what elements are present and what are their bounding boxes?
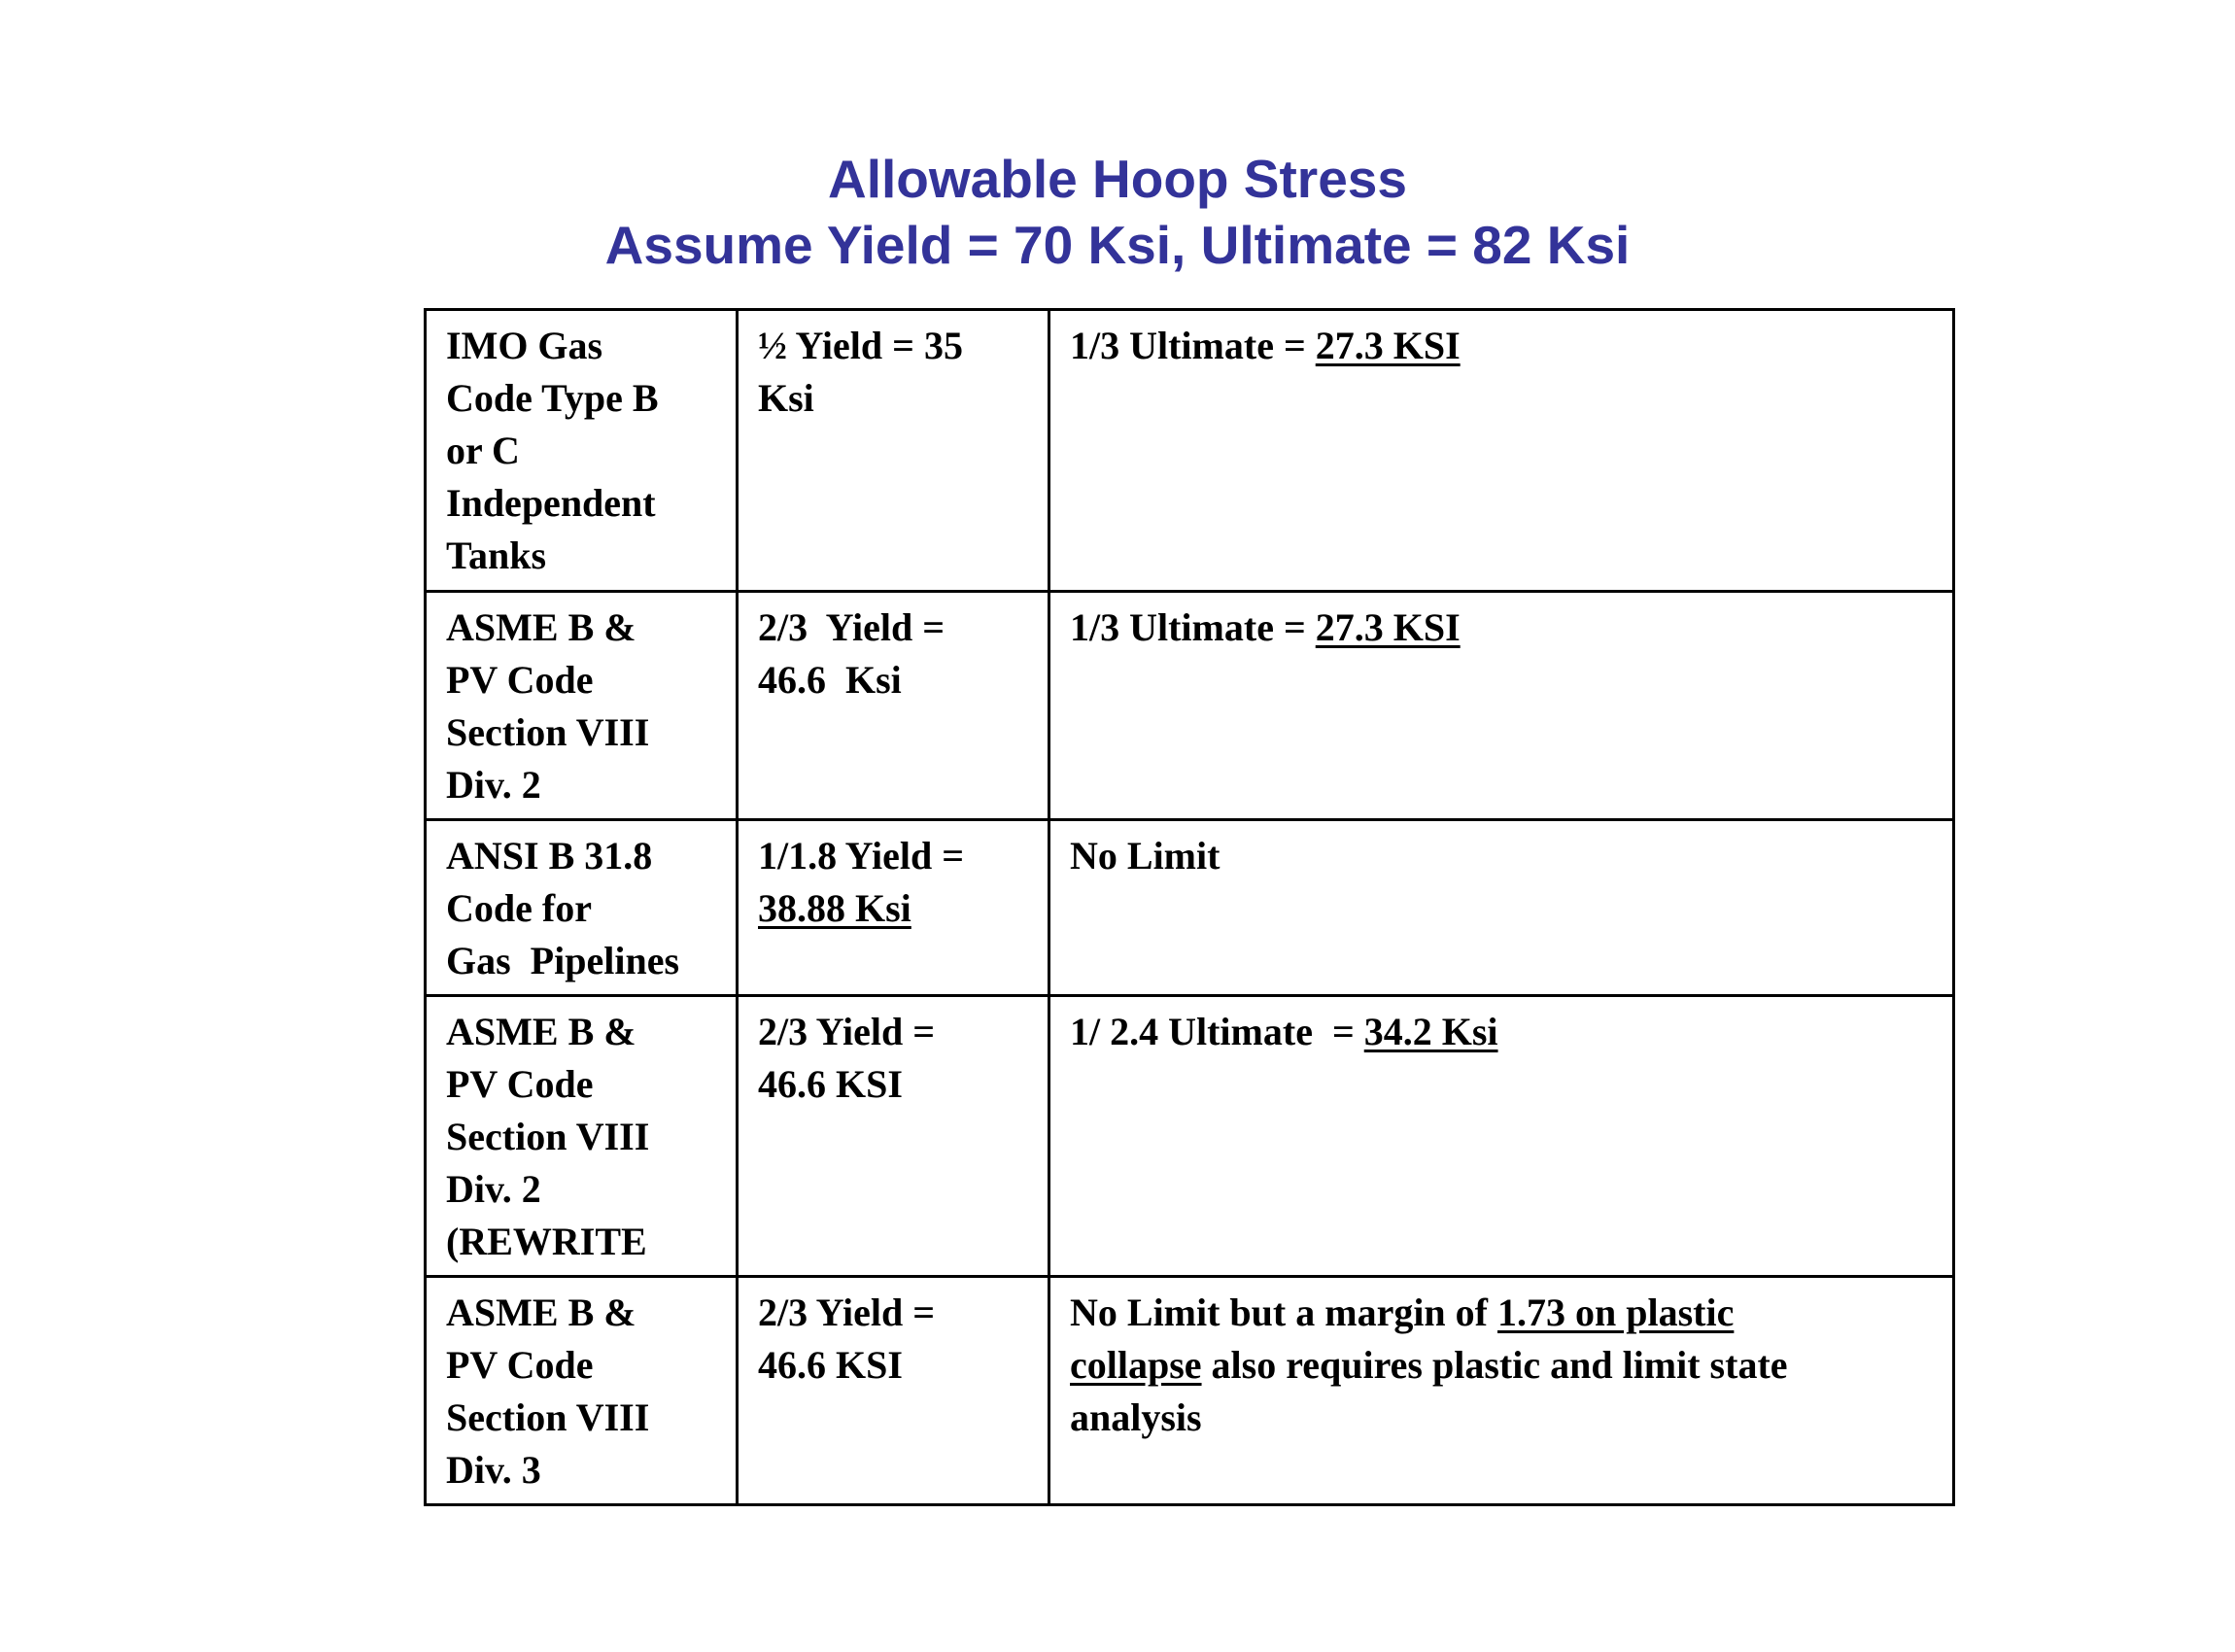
ultimate-cell [1049, 1277, 1954, 1505]
yield-value: 38.88 Ksi [758, 886, 911, 930]
code-line: Independent [446, 481, 656, 525]
code-line: ASME B & [446, 1010, 636, 1053]
ultimate-cell [1049, 592, 1954, 820]
code-line: ASME B & [446, 1291, 636, 1334]
code-line: Section VIII [446, 1115, 650, 1158]
yield-line: 1/1.8 Yield = [758, 834, 965, 878]
yield-cell [738, 592, 1049, 820]
ultimate-cell [1049, 310, 1954, 592]
yield-line: 46.6 Ksi [758, 658, 902, 702]
code-line: Section VIII [446, 710, 650, 754]
ultimate-prefix: 1/3 Ultimate = [1070, 324, 1316, 367]
table-row [426, 310, 1954, 592]
code-line: Tanks [446, 533, 547, 577]
code-line: PV Code [446, 1343, 594, 1387]
ultimate-text: No Limit [1070, 834, 1221, 878]
ultimate-value: collapse [1070, 1343, 1202, 1387]
code-line: Div. 2 [446, 763, 541, 807]
yield-cell [738, 310, 1049, 592]
ultimate-text: analysis [1070, 1395, 1202, 1439]
code-line: IMO Gas [446, 324, 603, 367]
yield-line: 46.6 KSI [758, 1343, 903, 1387]
yield-line: 2/3 Yield = [758, 1291, 936, 1334]
title-line-1: Allowable Hoop Stress [828, 149, 1407, 209]
code-line: Gas Pipelines [446, 939, 680, 982]
code-line: Section VIII [446, 1395, 650, 1439]
yield-cell [738, 996, 1049, 1277]
code-line: ANSI B 31.8 [446, 834, 653, 878]
code-line: PV Code [446, 1062, 594, 1106]
ultimate-prefix: 1/3 Ultimate = [1070, 605, 1316, 649]
code-line: Div. 2 [446, 1167, 541, 1211]
ultimate-value: 34.2 Ksi [1363, 1010, 1498, 1053]
code-cell [426, 310, 738, 592]
ultimate-cell [1049, 996, 1954, 1277]
ultimate-value: 1.73 on plastic [1497, 1291, 1735, 1334]
table-row [426, 1277, 1954, 1505]
title-line-2: Assume Yield = 70 Ksi, Ultimate = 82 Ksi [604, 215, 1631, 275]
code-cell [426, 592, 738, 820]
slide-title [0, 146, 2235, 278]
ultimate-prefix: 1/ 2.4 Ultimate = [1070, 1010, 1364, 1053]
code-cell [426, 820, 738, 996]
code-line: or C [446, 429, 520, 472]
code-line: ASME B & [446, 605, 636, 649]
ultimate-cell [1049, 820, 1954, 996]
code-line: (REWRITE [446, 1220, 647, 1263]
yield-line: Ksi [758, 376, 814, 420]
ultimate-prefix: No Limit but a margin of [1070, 1291, 1497, 1334]
code-cell [426, 996, 738, 1277]
table-row [426, 996, 1954, 1277]
code-cell [426, 1277, 738, 1505]
yield-line: ½ Yield = 35 [758, 324, 963, 367]
ultimate-value: 27.3 KSI [1315, 605, 1461, 649]
yield-line: 46.6 KSI [758, 1062, 903, 1106]
yield-cell [738, 1277, 1049, 1505]
code-line: PV Code [446, 658, 594, 702]
table-row [426, 592, 1954, 820]
ultimate-value: 27.3 KSI [1315, 324, 1461, 367]
ultimate-suffix: also requires plastic and limit state [1201, 1343, 1788, 1387]
table-row [426, 820, 1954, 996]
code-line: Code for [446, 886, 592, 930]
yield-line: 2/3 Yield = [758, 605, 946, 649]
hoop-stress-table [424, 308, 1955, 1506]
code-line: Div. 3 [446, 1448, 541, 1492]
yield-line: 2/3 Yield = [758, 1010, 936, 1053]
code-line: Code Type B [446, 376, 659, 420]
yield-cell [738, 820, 1049, 996]
